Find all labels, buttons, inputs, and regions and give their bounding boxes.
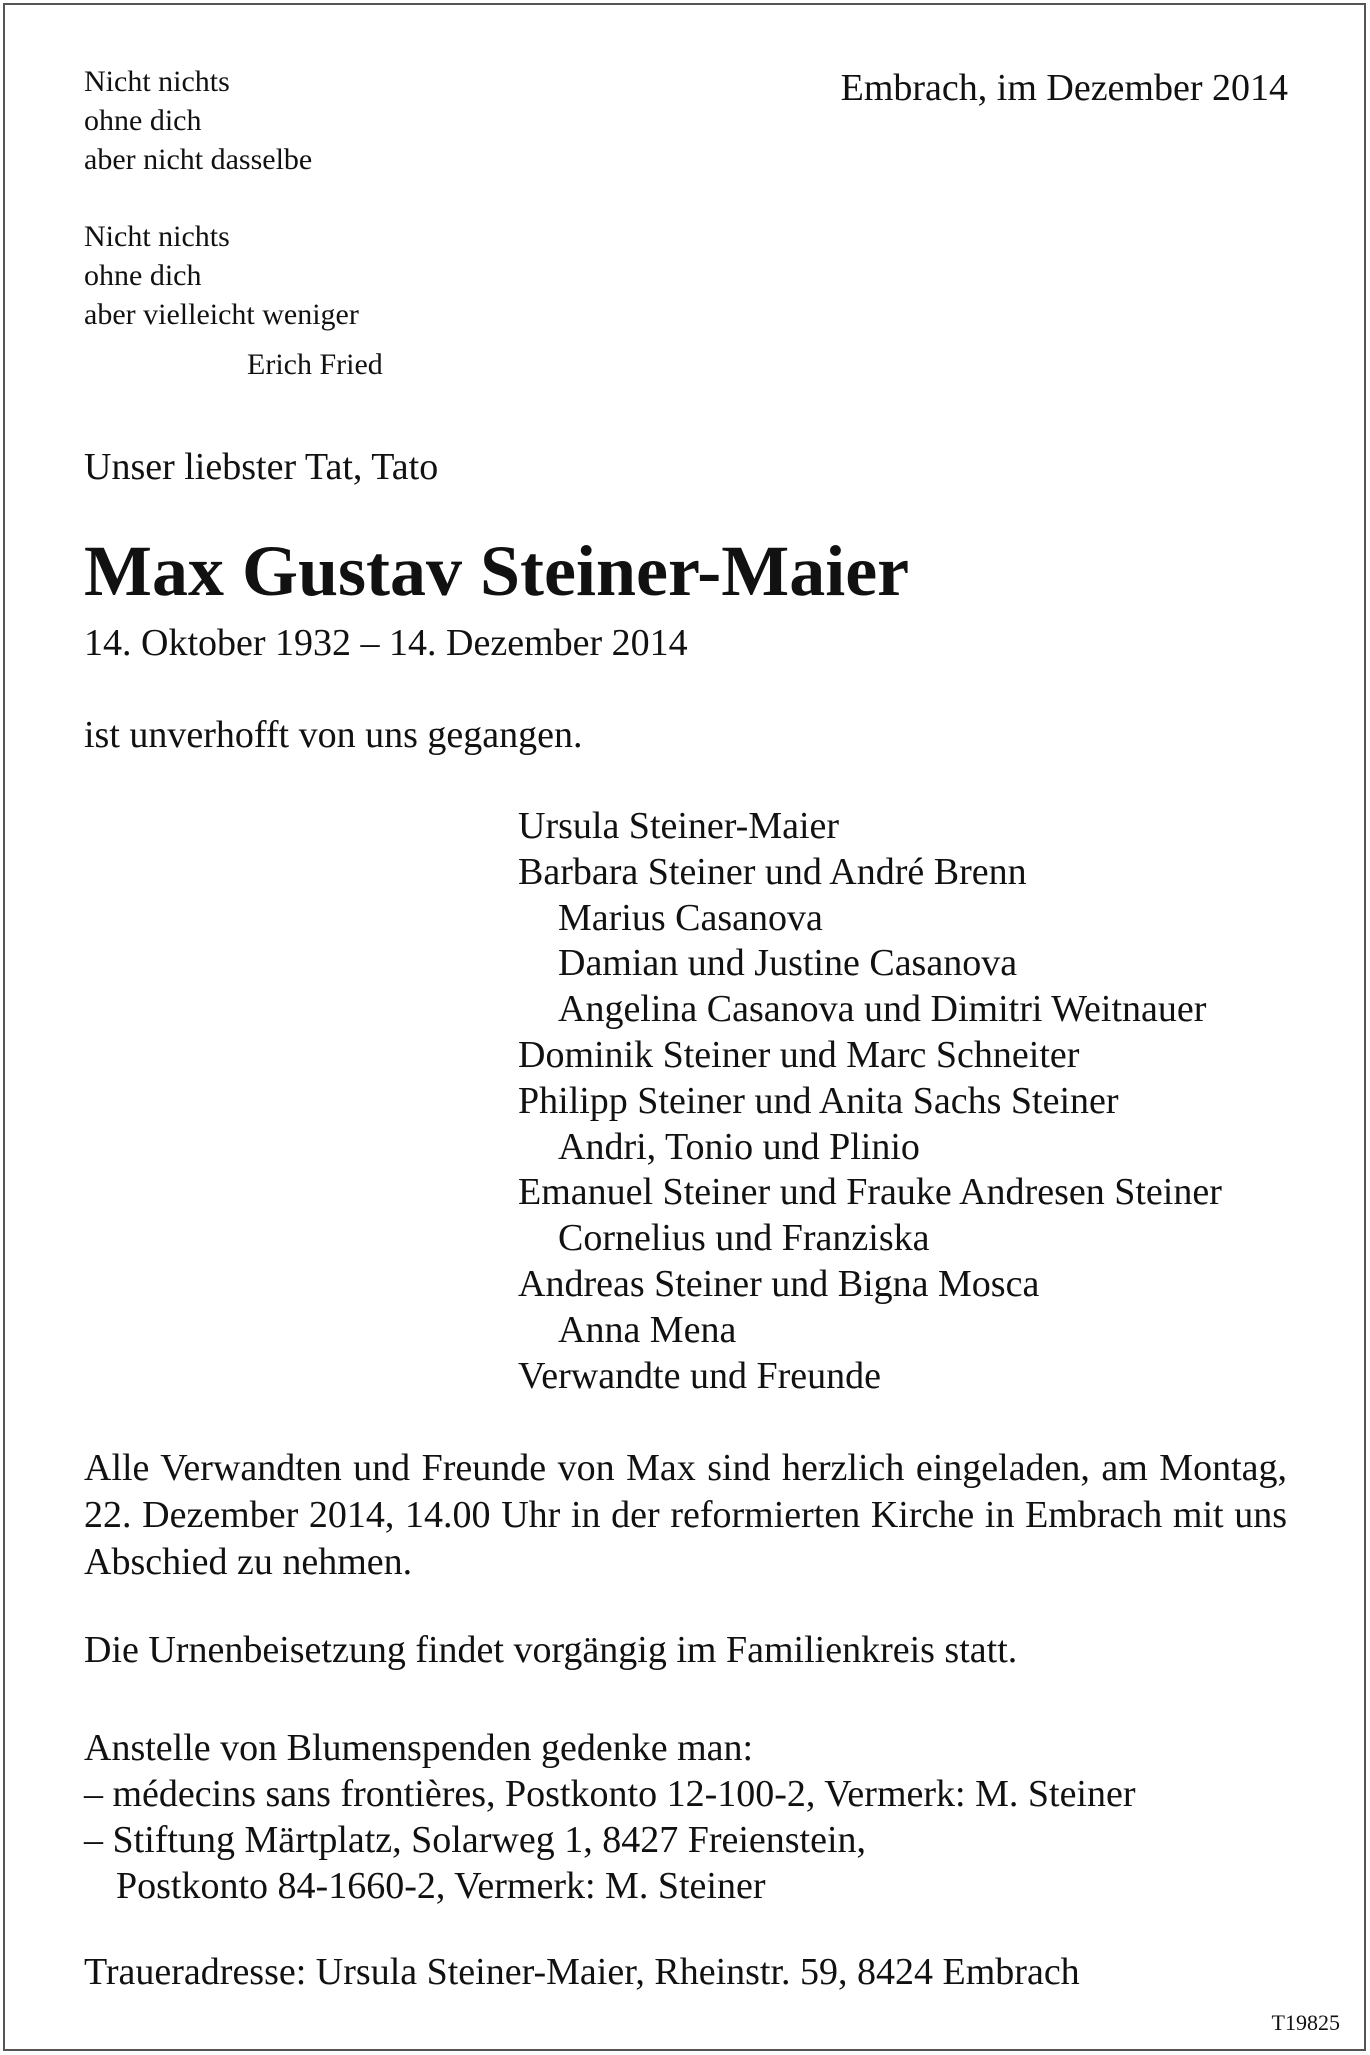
mourner: Ursula Steiner-Maier — [518, 805, 840, 847]
funeral-invitation: Alle Verwandten und Freunde von Max sind herzlich eingeladen, am Montag, 22. Dezember 2014, 14.00 Uhr in der reformierten Kirche in Embrach mit uns Abschied zu nehmen. — [84, 1447, 1287, 1583]
mourner: Andri, Tonio und Plinio — [558, 1125, 920, 1168]
poem-line: aber nicht dasselbe — [84, 143, 313, 176]
mourners-list — [518, 804, 1222, 1399]
stanza-gap — [84, 179, 383, 217]
poem-line: Nicht nichts — [84, 220, 230, 253]
donations-intro: Anstelle von Blumenspenden gedenke man: — [84, 1727, 754, 1769]
reference-code: T19825 — [1271, 2010, 1340, 2035]
donation-line: – médecins sans frontières, Postkonto 12-100-2, Vermerk: M. Steiner — [84, 1773, 1136, 1815]
mourner: Barbara Steiner und André Brenn — [518, 850, 1027, 893]
deceased-name: Max Gustav Steiner-Maier — [84, 531, 910, 611]
mourner: Anna Mena — [558, 1308, 737, 1351]
urn-note: Die Urnenbeisetzung findet vorgängig im Familienkreis statt. — [84, 1629, 1018, 1671]
mourner: Dominik Steiner und Marc Schneiter — [518, 1033, 1080, 1076]
mourner: Angelina Casanova und Dimitri Weitnauer — [558, 988, 1207, 1031]
poem-line: ohne dich — [84, 259, 202, 292]
place-date: Embrach, im Dezember 2014 — [840, 67, 1288, 109]
donation-line: – Stiftung Märtplatz, Solarweg 1, 8427 Freienstein, — [84, 1819, 867, 1861]
mourning-address: Traueradresse: Ursula Steiner-Maier, Rheinstr. 59, 8424 Embrach — [84, 1951, 1080, 1993]
mourner: Andreas Steiner und Bigna Mosca — [518, 1262, 1040, 1305]
mourner: Emanuel Steiner und Frauke Andresen Steiner — [518, 1171, 1222, 1214]
donations — [84, 1725, 1136, 1909]
mourner: Damian und Justine Casanova — [558, 942, 1018, 985]
poem-line: aber vielleicht weniger — [84, 298, 359, 331]
salutation: Unser liebster Tat, Tato — [84, 446, 439, 488]
mourner: Cornelius und Franziska — [558, 1217, 930, 1260]
mourner: Marius Casanova — [558, 896, 823, 939]
poem — [84, 62, 383, 384]
life-dates: 14. Oktober 1932 – 14. Dezember 2014 — [84, 622, 688, 664]
poem-author: Erich Fried — [247, 348, 383, 381]
poem-line: Nicht nichts — [84, 65, 230, 98]
mourner: Verwandte und Freunde — [518, 1354, 882, 1397]
mourner: Philipp Steiner und Anita Sachs Steiner — [518, 1079, 1119, 1122]
poem-line: ohne dich — [84, 104, 202, 137]
passed-text: ist unverhofft von uns gegangen. — [84, 714, 583, 756]
donation-line: Postkonto 84-1660-2, Vermerk: M. Steiner — [116, 1865, 766, 1907]
